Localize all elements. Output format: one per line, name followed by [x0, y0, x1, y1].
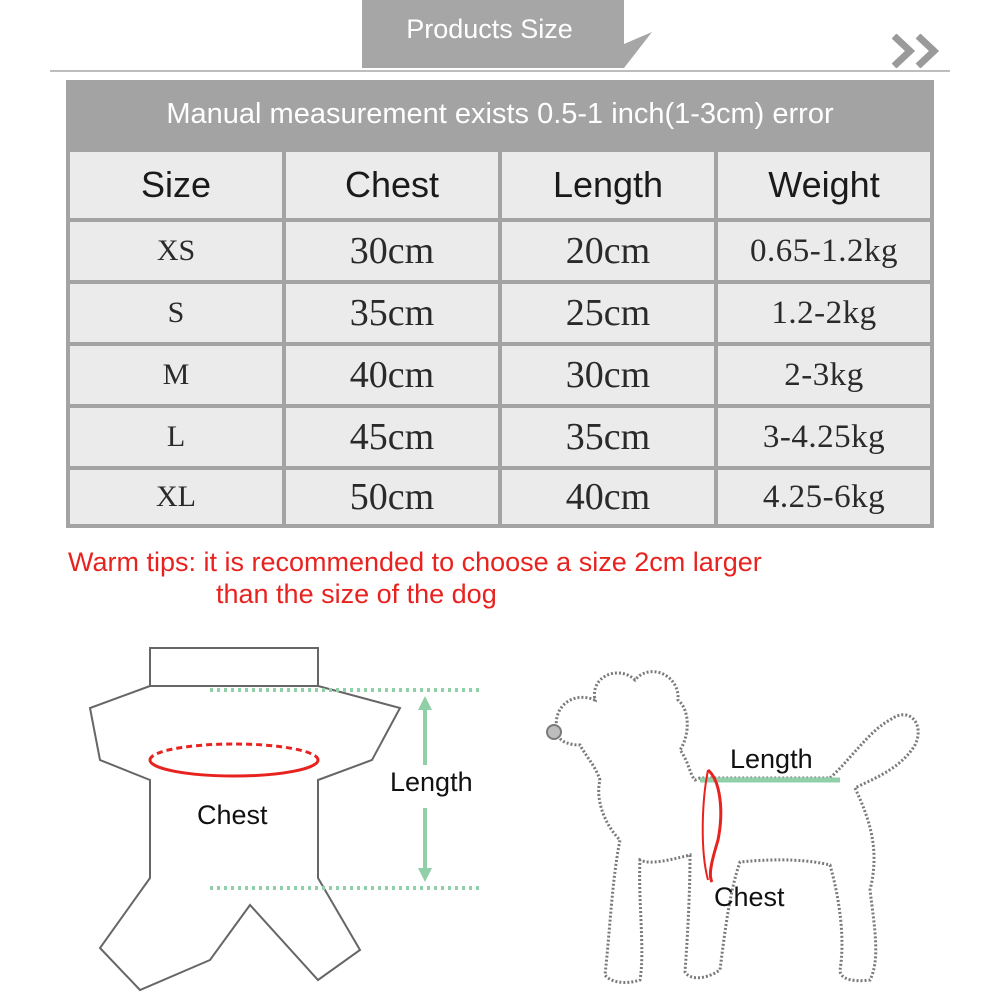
table-cell-size: M: [70, 346, 282, 404]
header-divider: [50, 70, 950, 72]
dog-outline: [556, 672, 918, 983]
dog-chest-label: Chest: [714, 882, 785, 912]
table-cell-chest: 30cm: [286, 222, 498, 280]
chest-solid-line: [150, 760, 318, 776]
garment-chest-label: Chest: [197, 800, 268, 830]
garment-diagram: [60, 630, 500, 1002]
table-cell-size: XL: [70, 470, 282, 524]
garment-length-label: Length: [390, 767, 473, 797]
table-cell-length: 25cm: [502, 284, 714, 342]
table-cell-chest: 45cm: [286, 408, 498, 466]
double-chevron-icon: [892, 34, 952, 68]
table-cell-length: 40cm: [502, 470, 714, 524]
table-cell-chest: 40cm: [286, 346, 498, 404]
measurement-note: Manual measurement exists 0.5-1 inch(1-3cm) error: [166, 97, 834, 130]
header-chest: Chest: [286, 152, 498, 218]
table-cell-size: XS: [70, 222, 282, 280]
dog-chest-line: [708, 770, 721, 882]
table-cell-length: 35cm: [502, 408, 714, 466]
dog-diagram: [540, 650, 940, 1002]
table-cell-length: 30cm: [502, 346, 714, 404]
table-cell-chest: 50cm: [286, 470, 498, 524]
header-size: Size: [70, 152, 282, 218]
table-cell-chest: 35cm: [286, 284, 498, 342]
table-cell-size: S: [70, 284, 282, 342]
table-cell-weight: 4.25-6kg: [718, 470, 930, 524]
size-table: [66, 80, 934, 528]
warm-tips: [68, 546, 762, 610]
header-banner: [362, 0, 662, 68]
chest-dashed-line: [150, 744, 318, 760]
dog-length-label: Length: [730, 744, 813, 774]
table-cell-size: L: [70, 408, 282, 466]
table-cell-weight: 0.65-1.2kg: [718, 222, 930, 280]
header-length: Length: [502, 152, 714, 218]
table-cell-weight: 1.2-2kg: [718, 284, 930, 342]
table-cell-weight: 2-3kg: [718, 346, 930, 404]
warm-tips-line2: than the size of the dog: [216, 579, 497, 609]
dog-nose-icon: [547, 725, 561, 739]
header-weight: Weight: [718, 152, 930, 218]
table-cell-length: 20cm: [502, 222, 714, 280]
banner-title: Products Size: [406, 14, 573, 44]
table-cell-weight: 3-4.25kg: [718, 408, 930, 466]
warm-tips-line1: Warm tips: it is recommended to choose a size 2cm larger: [68, 547, 762, 577]
dog-chest-line-back: [703, 770, 708, 880]
